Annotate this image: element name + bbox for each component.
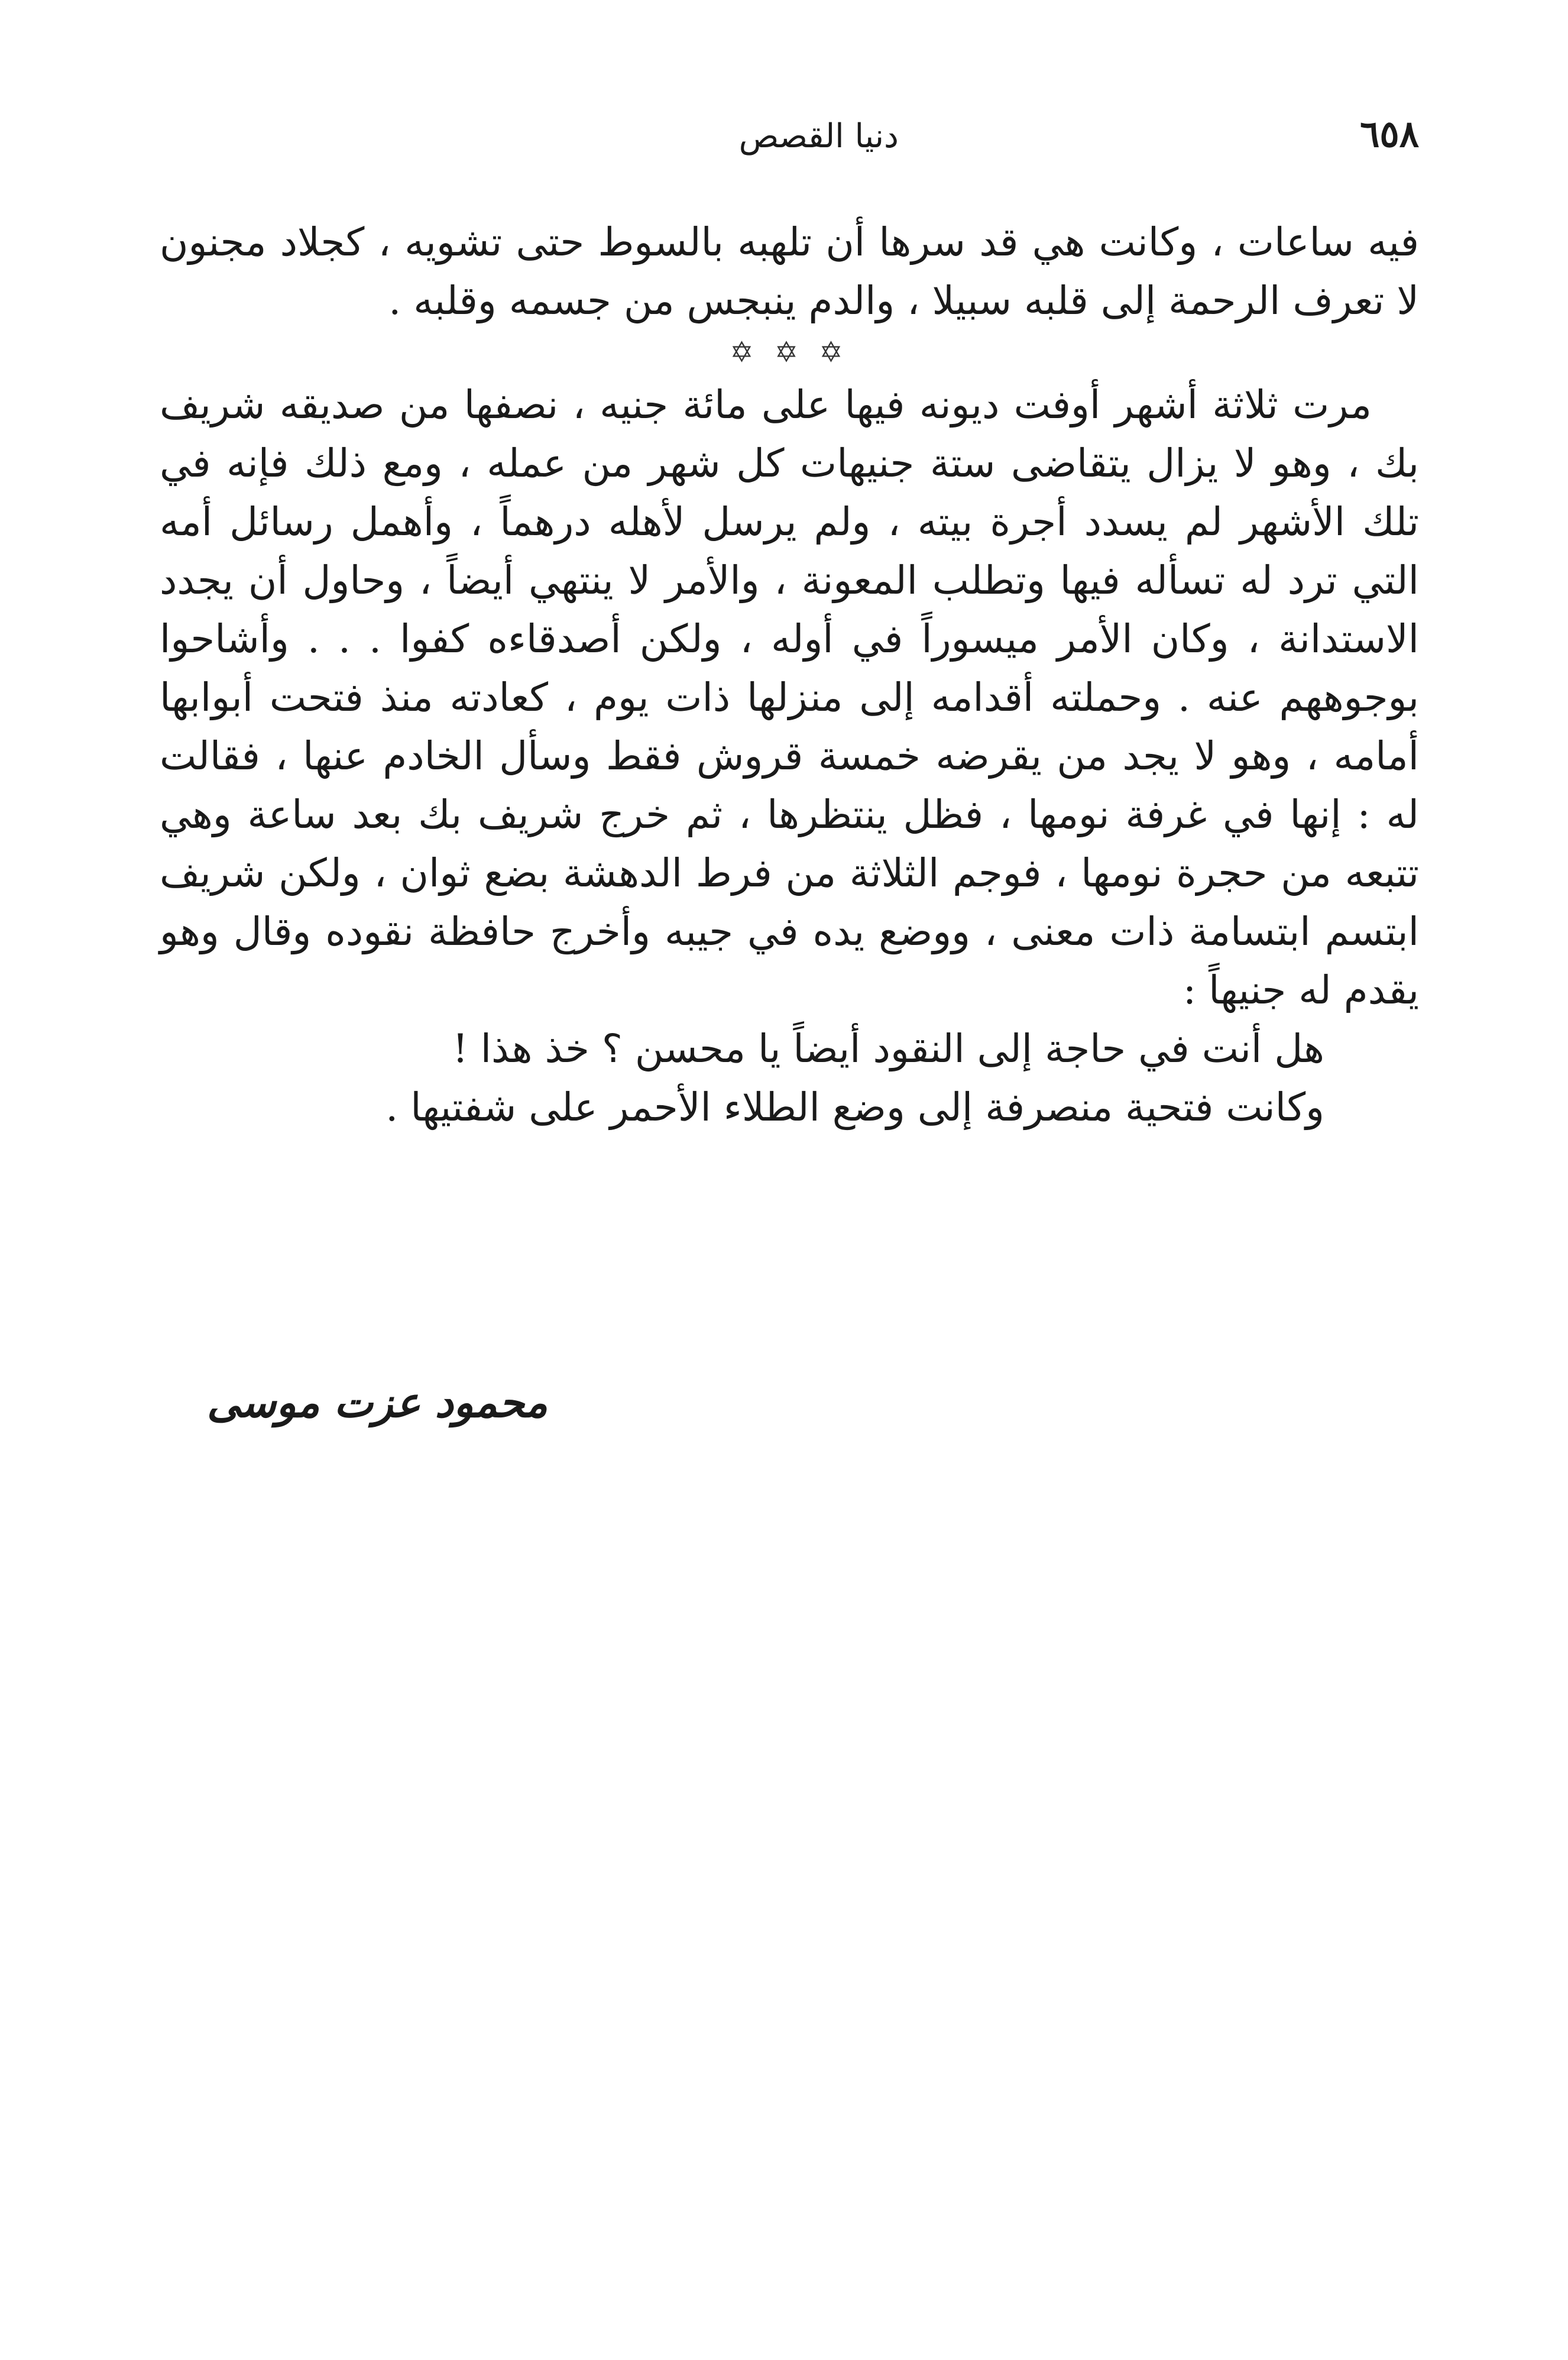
page-header	[160, 106, 1419, 171]
body-text	[160, 213, 1419, 1137]
paragraph-1: فيه ساعات ، وكانت هي قد سرها أن تلهبه بالسوط حتى تشويه ، كجلاد مجنون لا تعرف الرحمة إلى قلبه سبيلا ، والدم ينبجس من جسمه وقلبه .	[160, 219, 1419, 323]
section-separator: ✡ ✡ ✡	[730, 336, 849, 369]
author-signature: محمود عزت موسى	[207, 1378, 548, 1427]
paragraph-2: مرت ثلاثة أشهر أوفت ديونه فيها على مائة جنيه ، نصفها من صديقه شريف بك ، وهو لا يزال يتقاضى ستة جنيهات كل شهر من عمله ، ومع ذلك فإنه في تلك الأشهر لم يسدد أجرة بيته ، ولم يرسل لأهله درهماً ، وأهمل رسائل أمه التي ترد له تسأله فيها وتطلب المعونة ، والأمر لا ينتهي أيضاً ، وحاول أن يجدد الاستدانة ، وكان الأمر ميسوراً في أوله ، ولكن أصدقاءه كفوا . . . وأشاحوا بوجوههم عنه . وحملته أقدامه إلى منزلها ذات يوم ، كعادته منذ فتحت أبوابها أمامه ، وهو لا يجد من يقرضه خمسة قروش فقط وسأل الخادم عنها ، فقالت له : إنها في غرفة نومها ، فظل ينتظرها ، ثم خرج شريف بك بعد ساعة وهي تتبعه من حجرة نومها ، فوجم الثلاثة من فرط الدهشة بضع ثوان ، ولكن شريف ابتسم ابتسامة ذات معنى ، ووضع يده في جيبه وأخرج حافظة نقوده وقال وهو يقدم له جنيهاً :	[160, 381, 1419, 1013]
dialogue-line-1: هل أنت في حاجة إلى النقود أيضاً يا محسن ؟ خذ هذا !	[452, 1025, 1324, 1071]
dialogue-line-2: وكانت فتحية منصرفة إلى وضع الطلاء الأحمر على شفتيها .	[385, 1084, 1324, 1130]
page-number: ٦٥٨	[1360, 112, 1419, 156]
running-title: دنيا القصص	[738, 117, 899, 156]
